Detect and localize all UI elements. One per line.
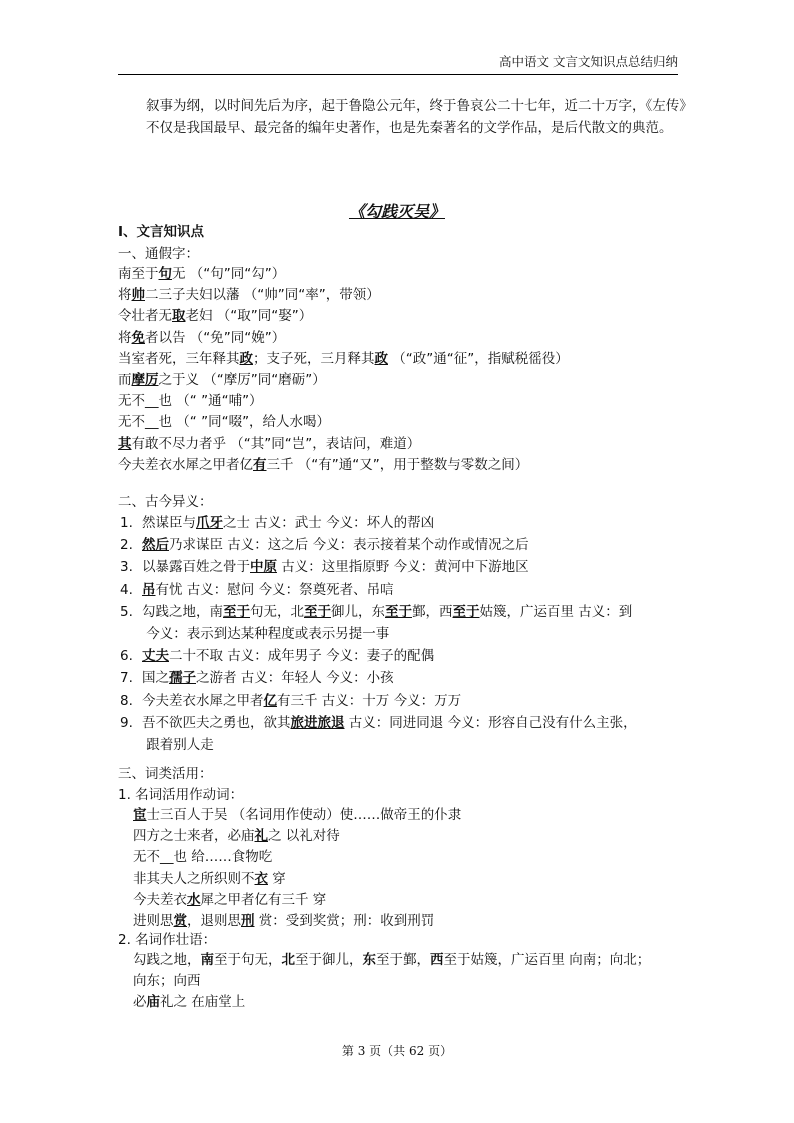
key-word: 赏 [173, 913, 187, 929]
line-text: 四方之士来者，必庙 [133, 828, 255, 845]
key-word: 免 [131, 329, 145, 346]
list-item [120, 646, 434, 666]
page-header: 高中语文 文言文知识点总结归纳 [118, 52, 678, 75]
key-word: 至于 [304, 603, 331, 620]
line-text: 向东；向西 [133, 973, 201, 990]
list-item [133, 869, 286, 889]
line-text: （“政”通“征”，指赋税徭役） [388, 350, 569, 367]
line-text: 勾践之地， [133, 952, 201, 968]
key-word: 衣 [254, 870, 268, 887]
line-text: ；支子死，三月释其 [253, 350, 375, 367]
item-number: 1. [120, 515, 133, 531]
key-word: 吊 [142, 581, 156, 598]
line-text: 之于义 （“摩厉”同“磨砺”） [158, 372, 326, 388]
line-text: 姑篾，广运百里 古义：到 [479, 603, 633, 620]
line-text: 至于御儿， [295, 952, 363, 968]
key-word: 句 [158, 266, 172, 282]
line-text: 二三子夫妇以藩 （“帅”同“率”，带领） [145, 287, 380, 304]
key-word: 礼 [254, 828, 268, 845]
line-text: 御儿，东 [331, 603, 385, 620]
line-text: 至于句无， [214, 952, 282, 968]
line-text: 今义：表示到达某种程度或表示另提一事 [142, 626, 390, 642]
line-text: 有三千 古义：十万 今义：万万 [277, 692, 462, 709]
list-item [133, 826, 340, 846]
gujin-heading: 二、古今异义： [118, 494, 213, 510]
item-number: 9. [120, 714, 133, 731]
key-word: 旅进旅退 [290, 714, 345, 731]
line-text: 进则思 [133, 913, 174, 929]
key-word: 摩厉 [131, 372, 159, 388]
item-number: 2. [120, 537, 133, 554]
key-word: 其 [118, 435, 132, 452]
key-word: 至于 [452, 603, 480, 620]
line-text: 三千 （“有”通“又”，用于整数与零数之间） [266, 456, 529, 473]
line-text: 至于姑篾，广运百里 向南；向北； [443, 952, 651, 968]
page-footer: 第 3 页（共 62 页） [341, 1044, 453, 1058]
line-text: 古义：这里指原野 今义：黄河中下游地区 [277, 559, 529, 576]
tongjia-heading: 一、通假字： [118, 246, 199, 262]
item-number: 3. [120, 559, 133, 576]
list-item [120, 557, 529, 577]
key-word: 政 [374, 350, 388, 367]
item-number: 6. [120, 648, 133, 665]
list-item [133, 847, 272, 867]
line-text: 老妇 （“取”同“娶”） [185, 308, 313, 325]
key-word: 丈夫 [142, 648, 169, 665]
key-word: 孺子 [169, 670, 196, 687]
list-item [120, 668, 394, 688]
line-text: 士三百人于吴 （名词用作使动）使……做帝王的仆隶 [146, 807, 462, 823]
line-text: 有敢不尽力者乎 （“其”同“岂”，表诘问，难道） [131, 435, 421, 452]
line-text: 跟着别人走 [142, 737, 214, 753]
list-item [133, 950, 650, 970]
line-text: 非其夫人之所织则不 [133, 870, 255, 887]
list-item [133, 805, 461, 825]
key-word: 水 [187, 891, 201, 908]
list-item [133, 911, 434, 931]
key-word: 有 [253, 456, 267, 473]
list-item [118, 349, 569, 369]
line-text: 穿 [268, 870, 286, 887]
list-item [118, 391, 263, 411]
list-item [120, 735, 214, 755]
line-text: 无不__也 （“ ”通“哺”） [118, 393, 263, 410]
list-item [118, 285, 380, 305]
line-text: 今夫差衣水犀之甲者 [142, 692, 264, 709]
line-text: 至于鄞， [376, 952, 430, 968]
list-item [133, 992, 245, 1012]
list-item [118, 434, 420, 454]
line-text: 有忧 古义：慰问 今义：祭奠死者、吊唁 [155, 581, 394, 598]
key-word: 北 [281, 952, 295, 968]
line-text: 之游者 古义：年轻人 今义：小孩 [196, 670, 394, 687]
line-text: 之士 古义：武士 今义：坏人的帮凶 [223, 515, 435, 531]
line-text: 二十不取 古义：成年男子 今义：妻子的配偶 [169, 648, 435, 665]
list-item [120, 535, 529, 555]
list-item [118, 455, 528, 475]
line-text: 而 [118, 372, 132, 388]
key-word: 刑 [241, 913, 255, 929]
item-number: 4. [120, 581, 133, 598]
key-word: 帅 [131, 287, 145, 304]
list-item [118, 306, 312, 326]
line-text: 令壮者无 [118, 308, 172, 325]
list-item [133, 971, 201, 991]
list-item [118, 370, 326, 390]
key-word: 庙 [146, 994, 160, 1011]
line-text: 勾践之地，南 [142, 603, 223, 620]
list-item [120, 602, 632, 622]
key-word: 西 [430, 952, 444, 968]
cilei-sub2: 2. 名词作壮语： [118, 932, 217, 948]
key-word: 取 [172, 308, 186, 325]
line-text: 无 （“句”同“勾”） [172, 266, 286, 282]
line-text: 吾不欲匹夫之勇也，欲其 [142, 714, 291, 731]
list-item [118, 264, 285, 284]
line-text: 南至于 [118, 266, 159, 282]
line-text: 今夫差衣水犀之甲者亿 [118, 456, 253, 473]
item-number: 7. [120, 670, 133, 687]
line-text: 然谋臣与 [142, 515, 196, 531]
list-item [120, 691, 461, 711]
list-item [118, 412, 330, 432]
line-text: 古义：同进同退 今义：形容自己没有什么主张， [344, 714, 637, 731]
key-word: 中原 [250, 559, 277, 576]
list-item [120, 580, 394, 600]
line-text: 必 [133, 994, 147, 1011]
key-word: 爪牙 [196, 515, 223, 531]
line-text: 无不__也 （“ ”同“啜”，给人水喝） [118, 414, 331, 431]
line-text: 无不__也 给……食物吃 [133, 849, 273, 866]
line-text: ，退则思 [187, 913, 241, 929]
line-text: 犀之甲者亿有三千 穿 [200, 891, 327, 908]
key-word: 东 [362, 952, 376, 968]
list-item [120, 713, 637, 733]
cilei-heading: 三、词类活用： [118, 766, 213, 782]
line-text: 当室者死，三年释其 [118, 350, 240, 367]
line-text: 鄞，西 [412, 603, 453, 620]
line-text: 以暴露百姓之骨于 [142, 559, 250, 576]
list-item [120, 624, 389, 644]
line-text: 今夫差衣 [133, 891, 187, 908]
intro-paragraph: 叙事为纲，以时间先后为序，起于鲁隐公元年，终于鲁哀公二十七年，近二十万字，《左传》不仅是我国最早、最完备的编年史著作，也是先秦著名的文学作品，是后代散文的典范。 [146, 98, 686, 136]
list-item [133, 890, 326, 910]
line-text: 国之 [142, 670, 169, 687]
section-heading: Ⅰ、文言知识点 [118, 224, 205, 240]
line-text: 将 [118, 287, 132, 304]
key-word: 然后 [142, 537, 169, 554]
line-text: 者以告 （“免”同“娩”） [145, 329, 286, 346]
key-word: 至于 [223, 603, 250, 620]
line-text: 之 以礼对待 [268, 828, 340, 845]
key-word: 宦 [133, 807, 147, 823]
cilei-sub1: 1. 名词活用作动词： [118, 787, 244, 803]
list-item [118, 328, 285, 348]
list-item [120, 513, 434, 533]
key-word: 亿 [263, 692, 277, 709]
key-word: 至于 [385, 603, 412, 620]
line-text: 赏：受到奖赏；刑：收到刑罚 [254, 913, 435, 929]
lesson-title [0, 199, 794, 222]
item-number: 8. [120, 692, 133, 709]
key-word: 政 [239, 350, 253, 367]
line-text: 乃求谋臣 古义：这之后 今义：表示接着某个动作或情况之后 [169, 537, 529, 554]
lesson-title-text: 《勾践灭吴》 [348, 202, 445, 221]
line-text: 礼之 在庙堂上 [160, 994, 246, 1011]
item-number: 5. [120, 603, 133, 620]
key-word: 南 [200, 952, 214, 968]
line-text: 句无，北 [250, 603, 304, 620]
line-text: 将 [118, 329, 132, 346]
